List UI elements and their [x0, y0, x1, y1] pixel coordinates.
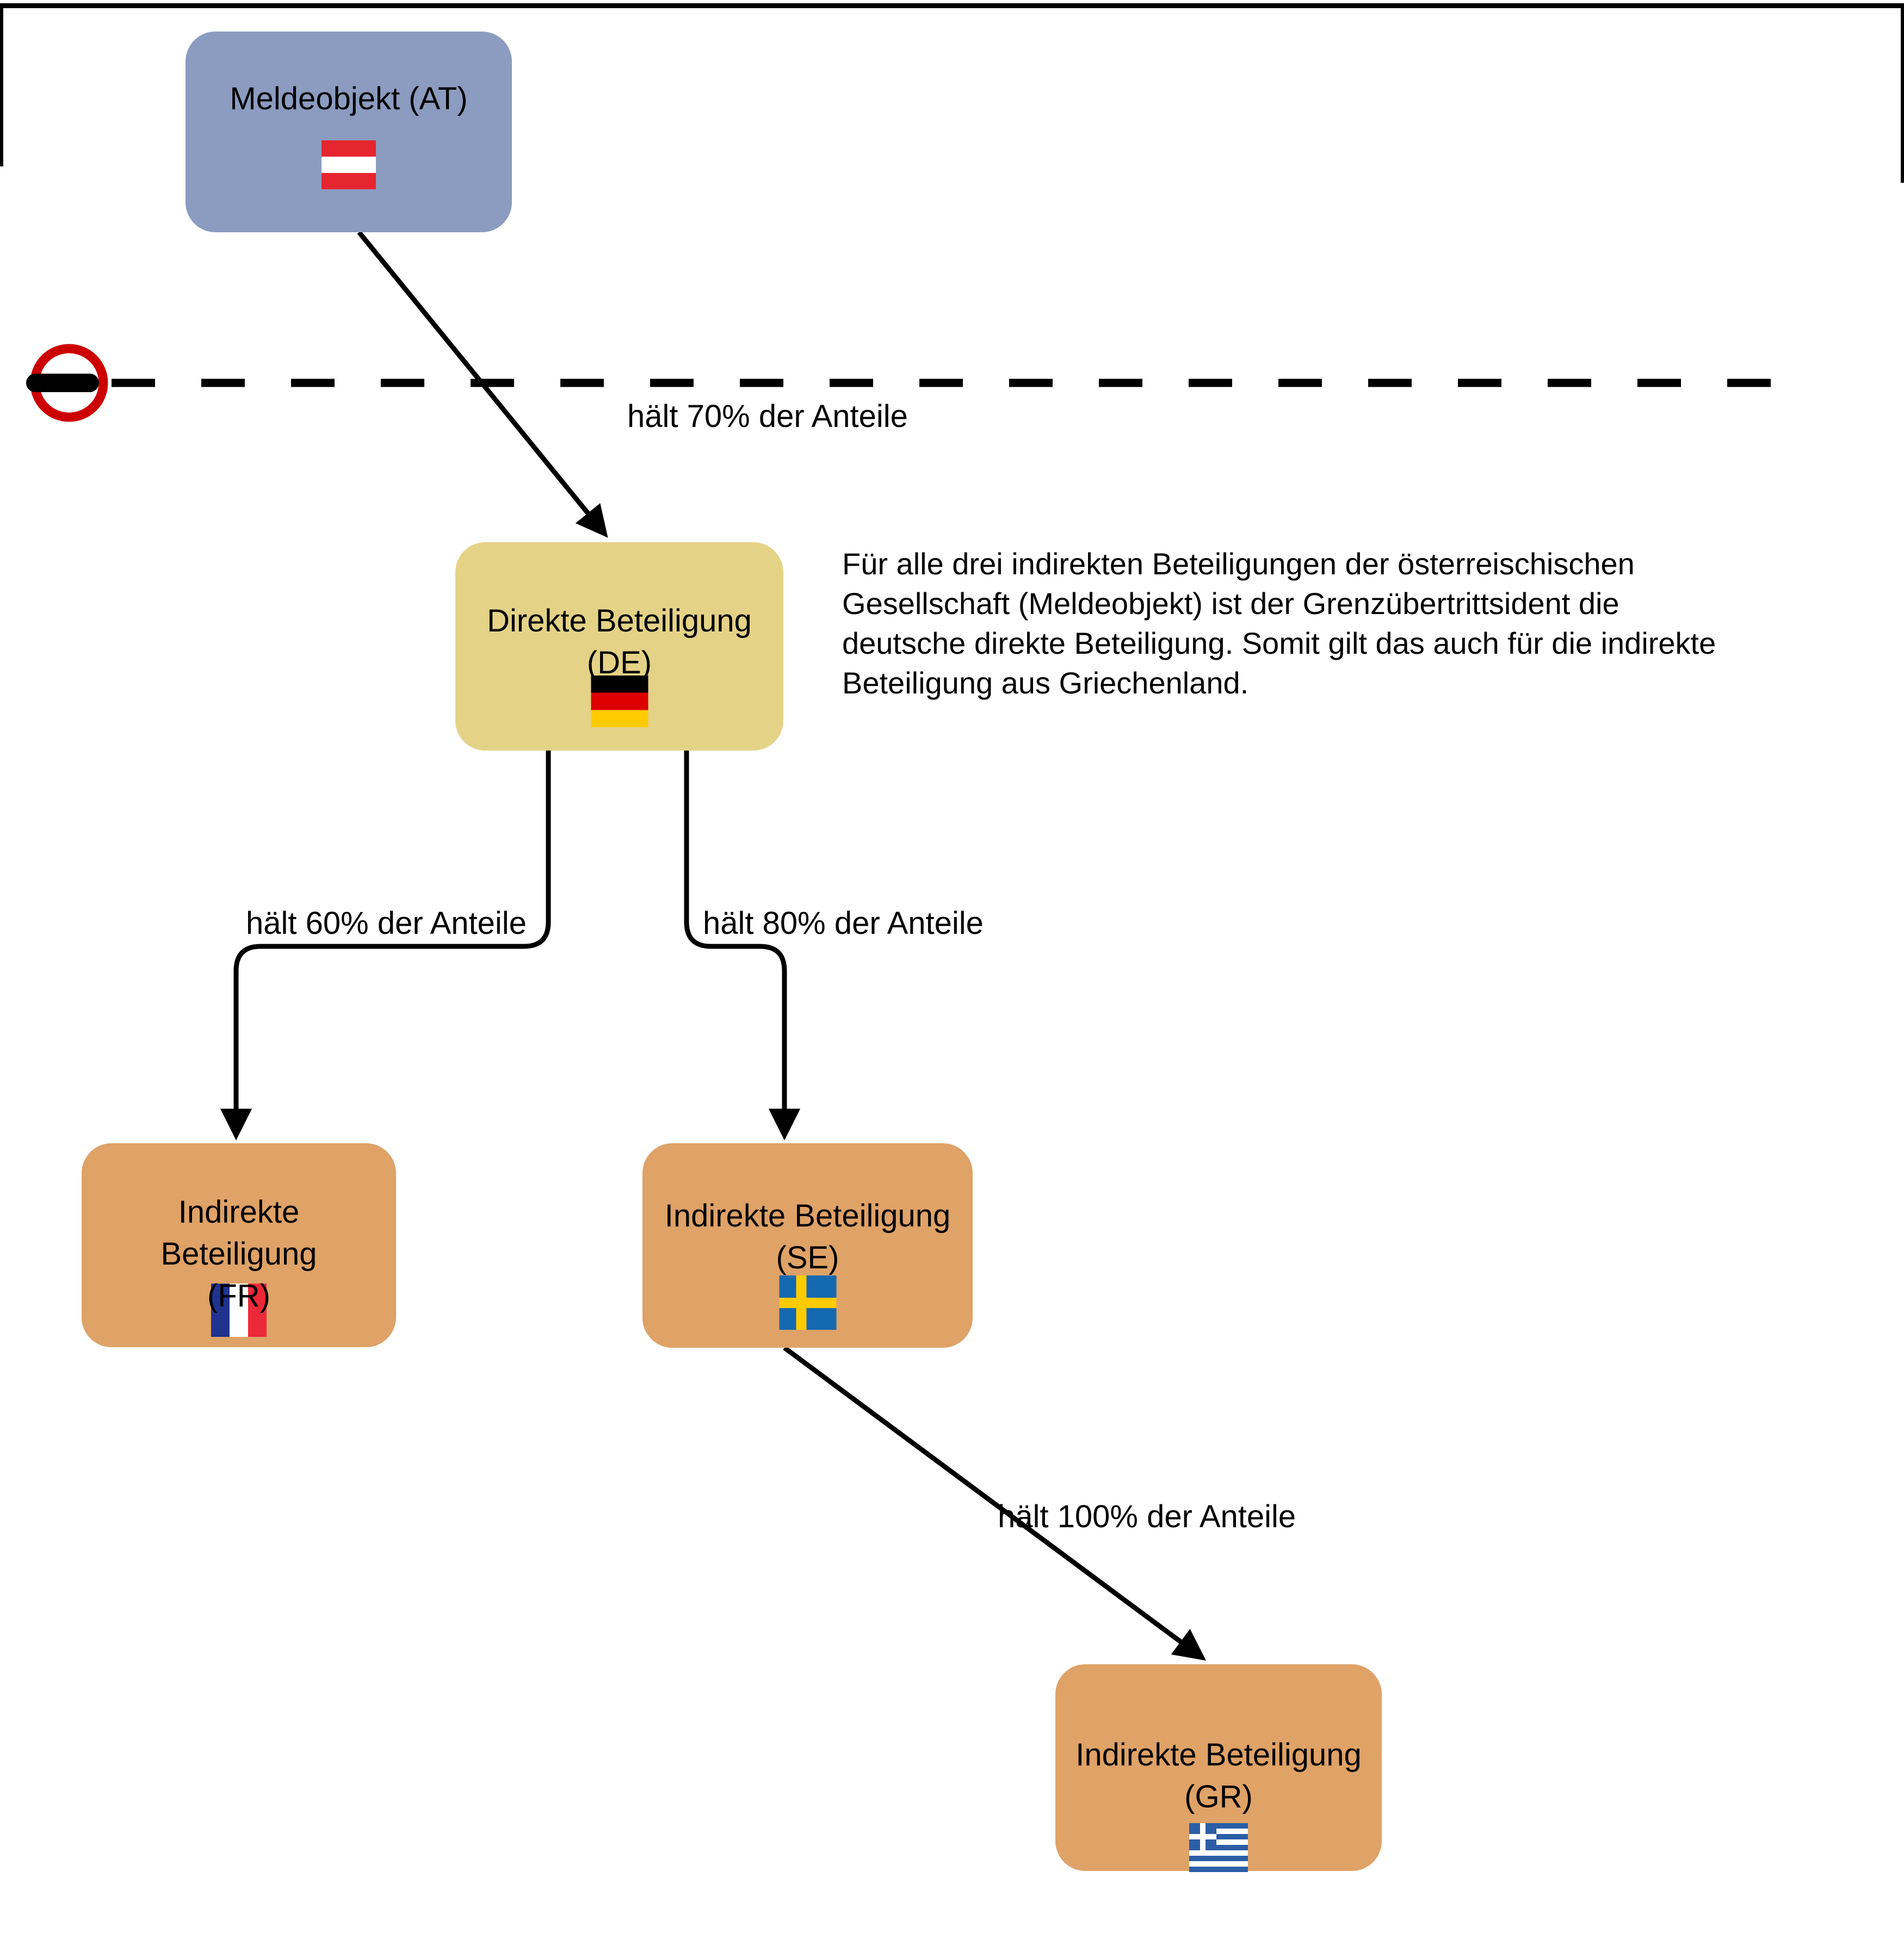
- node-title-line: Meldeobjekt (AT): [230, 81, 468, 116]
- note-line: Beteiligung aus Griechenland.: [842, 666, 1249, 700]
- node-title-line: (GR): [1184, 1779, 1253, 1814]
- node-title-line: (SE): [776, 1240, 839, 1275]
- edge-label-se-gr: hält 100% der Anteile: [998, 1499, 1296, 1534]
- greece-flag-icon: [1189, 1823, 1248, 1872]
- node-title: [455, 600, 783, 684]
- node-title: [642, 1195, 973, 1279]
- node-title-line: Indirekte Beteiligung: [1075, 1737, 1362, 1773]
- node-title-line: Indirekte Beteiligung: [664, 1198, 951, 1234]
- note-line: Für alle drei indirekten Beteiligungen der österreischischen: [842, 547, 1635, 581]
- node-title-line: Indirekte: [178, 1194, 300, 1230]
- node-indirekte-beteiligung-gr: [1055, 1664, 1382, 1871]
- node-title: [186, 78, 512, 120]
- node-title-line: (DE): [586, 645, 652, 680]
- note-line: deutsche direkte Beteiligung. Somit gilt das auch für die indirekte: [842, 626, 1716, 660]
- node-title-line: (FR): [207, 1278, 270, 1313]
- note-text: [842, 544, 1716, 703]
- node-title: [82, 1191, 396, 1317]
- edge-label-de-fr: hält 60% der Anteile: [246, 906, 527, 941]
- austria-flag-icon: [322, 140, 376, 189]
- note-line: Gesellschaft (Meldeobjekt) ist der Grenzübertrittsident die: [842, 586, 1619, 621]
- node-indirekte-beteiligung-fr: [82, 1143, 396, 1347]
- no-entry-icon: [26, 349, 103, 417]
- sweden-flag-icon: [779, 1275, 836, 1330]
- node-title-line: Beteiligung: [160, 1236, 317, 1272]
- node-direkte-beteiligung-de: [455, 542, 783, 751]
- node-indirekte-beteiligung-se: [642, 1143, 973, 1348]
- edge-label-at-de: hält 70% der Anteile: [627, 399, 908, 434]
- edge-de-fr: [236, 751, 548, 1136]
- node-title-line: Direkte Beteiligung: [487, 603, 752, 639]
- edge-label-de-se: hält 80% der Anteile: [703, 906, 984, 941]
- node-title: [1055, 1734, 1382, 1818]
- node-meldeobjekt-at: [186, 32, 512, 232]
- edge-de-se: [687, 751, 784, 1136]
